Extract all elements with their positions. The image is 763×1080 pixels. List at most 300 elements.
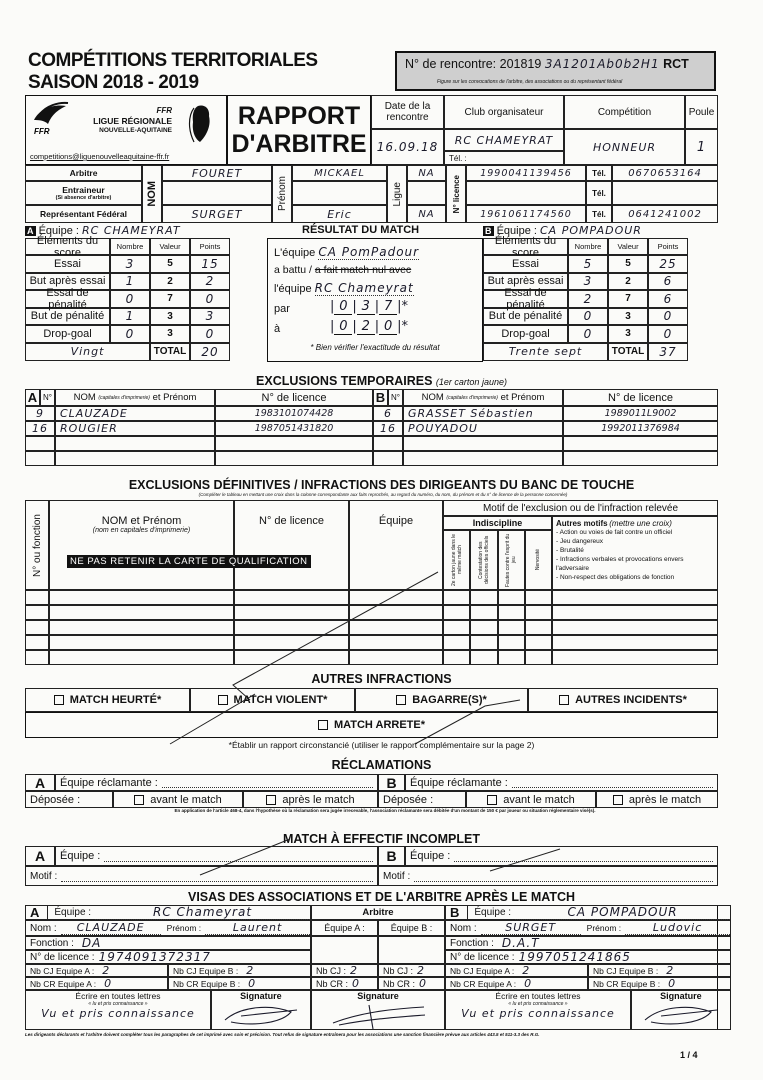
team_a-row-valeur: 2 [150, 273, 190, 291]
team_a-header-valeur: Valeur [150, 238, 190, 255]
col-licence-header: N° de licence [234, 500, 349, 590]
ligue-label [387, 165, 407, 223]
visa-signature-label: Signature [660, 991, 702, 1001]
def-exclusion-cell[interactable] [470, 620, 497, 635]
visa-cj_a-value[interactable]: 2 [522, 964, 531, 977]
club-value[interactable]: RC CHAMEYRAT [444, 129, 564, 151]
signature-scribble [221, 1002, 301, 1028]
motif-title: Motif de l'exclusion ou de l'infraction relevée [443, 500, 718, 516]
team_a-row-points[interactable]: 3 [190, 308, 230, 326]
temp-team_b-licence-header: N° de licence [563, 389, 718, 406]
a-digit-2: 2 [357, 319, 375, 335]
def-exclusion-cell[interactable] [525, 605, 552, 620]
a-label: à [274, 323, 281, 335]
visa-letter: A [30, 905, 48, 920]
visa-cr_a [445, 977, 588, 990]
name-h: NOM [73, 392, 96, 403]
def-exclusions-title: EXCLUSIONS DÉFINITIVES / INFRACTIONS DES DIRIGEANTS DU BANC DE TOUCHE [128, 478, 635, 492]
representant-prenom[interactable]: Eric [292, 205, 387, 223]
team_a-row-points[interactable]: 15 [190, 255, 230, 273]
title-line-2: SAISON 2018 - 2019 [28, 72, 199, 93]
infraction-label: BAGARRE(S)* [412, 694, 487, 706]
temp-row-licence[interactable]: 1989011L9002 [563, 406, 718, 421]
visa-fonction-value[interactable]: DA [81, 936, 102, 950]
temp-row-licence[interactable] [563, 436, 718, 451]
team_a-row-element: Essai [25, 255, 110, 273]
def-exclusion-cell[interactable] [49, 620, 234, 635]
temp-exclusions-title [0, 374, 763, 388]
incomplete-title: MATCH À EFFECTIF INCOMPLET [283, 832, 480, 846]
temp-row-num[interactable] [25, 436, 55, 451]
referee-signature-scribble [329, 1003, 429, 1029]
def-exclusion-cell[interactable] [552, 635, 718, 650]
report-title [228, 102, 370, 158]
club-tel-label: Tél. : [444, 151, 564, 165]
claim-team-field[interactable] [55, 774, 378, 791]
def-exclusion-cell[interactable] [525, 590, 552, 605]
indiscipline-col-text: Fautes contre l'esprit du jeu [505, 533, 518, 587]
visa-ref-blank [378, 936, 445, 964]
visa-referee-title: Arbitre [311, 905, 445, 920]
def-exclusion-cell[interactable] [25, 590, 49, 605]
checkbox-icon[interactable] [134, 795, 144, 805]
def-exclusion-cell[interactable] [49, 650, 234, 665]
team_a-row-element: But après essai [25, 273, 110, 291]
visa-ref-signature-label: Signature [357, 991, 399, 1001]
team_b-total-label: TOTAL [608, 343, 648, 361]
visa-cr_b-label: Nb CR Equipe B : [593, 978, 661, 989]
entraineur-nom[interactable] [162, 181, 272, 205]
team_b-row-nombre[interactable]: 5 [568, 255, 608, 273]
temp-row-num[interactable]: 9 [25, 406, 55, 421]
temp-team_a-letter: A [25, 389, 40, 406]
visa-team-value[interactable]: CA POMPADOUR [515, 905, 730, 920]
claim-team-field[interactable] [405, 774, 718, 791]
autres-motif-item: - Jeu dangereux [556, 538, 603, 545]
role-representant: Représentant Fédéral [25, 205, 142, 223]
visa-prenom-value[interactable]: Ludovic [625, 921, 730, 935]
checkbox-icon[interactable] [266, 795, 276, 805]
def-exclusion-cell[interactable] [470, 635, 497, 650]
visa-words-cell [445, 990, 631, 1030]
col-name-note: (nom en capitales d'imprimerie) [92, 527, 191, 534]
team_b-row-nombre[interactable]: 0 [568, 325, 608, 343]
team_a-total-label: TOTAL [150, 343, 190, 361]
signature-scribble [641, 1002, 721, 1028]
claim-after-label: après le match [628, 793, 702, 806]
team-b-name[interactable]: CA POMPADOUR [540, 224, 642, 237]
def-exclusion-cell[interactable] [552, 620, 718, 635]
temp-row-name[interactable] [55, 436, 215, 451]
def-exclusion-cell[interactable] [498, 605, 525, 620]
claim-team-input[interactable] [162, 777, 373, 788]
team_a-header-points: Points [190, 238, 230, 255]
temp-exclusions-subtitle: (1er carton jaune) [435, 377, 507, 387]
team-b-letter: B [485, 226, 492, 236]
incomplete-letter_a: A [25, 846, 55, 866]
form-title [28, 50, 318, 94]
visa-words-cell [25, 990, 211, 1030]
claim-before-option[interactable] [113, 791, 243, 808]
visa-ref-cj-b [378, 964, 445, 977]
team-a-name[interactable]: RC CHAMEYRAT [82, 224, 181, 237]
winner-value[interactable]: CA PomPadour [318, 245, 420, 259]
def-exclusion-cell[interactable] [525, 650, 552, 665]
autres-motif-item: - Action ou voies de fait contre un officiel [556, 529, 673, 536]
league-region: NOUVELLE-AQUITAINE [99, 127, 172, 134]
team_a-row-points[interactable]: 0 [190, 325, 230, 343]
visa-cr_a-label: Nb CR Equipe A : [450, 978, 517, 989]
visa-nom-value[interactable]: SURGET [481, 921, 581, 935]
def-exclusion-cell[interactable] [552, 590, 718, 605]
ligue-label-text: Ligue [391, 181, 403, 207]
team_b-row-valeur: 5 [608, 255, 648, 273]
a-digit-3: 0 [379, 319, 397, 335]
visa-words-note: « lu et pris connaissance » [508, 1001, 568, 1007]
team_b-row-nombre[interactable]: 2 [568, 290, 608, 308]
col-num-text: N° ou fonction [31, 513, 43, 577]
other-infractions-title: AUTRES INFRACTIONS [311, 672, 452, 686]
team_a-row-points[interactable]: 2 [190, 273, 230, 291]
representant-ligue[interactable]: NA [407, 205, 446, 223]
loser-value[interactable]: RC Chameyrat [314, 281, 414, 295]
match-number-value: 3A1201Ab0b2H1 [544, 57, 660, 71]
visa-cj_a-value[interactable]: 2 [102, 964, 111, 977]
draw-label: a fait match nul avec [314, 264, 412, 276]
beat-line [274, 264, 411, 276]
team_a-row-nombre[interactable]: 0 [110, 290, 150, 308]
team_a-total[interactable]: 20 [190, 343, 230, 361]
visa-cr_b-value[interactable]: 0 [248, 977, 257, 990]
temp-team_a-name-header [55, 389, 215, 406]
indiscipline-col-header [525, 530, 552, 590]
claim-deposited-label: Déposée : [378, 791, 466, 808]
visa-words-label: Écrire en toutes lettres [495, 991, 581, 1001]
visa-nom-value[interactable]: CLAUZADE [61, 921, 161, 935]
visa-licence-row [445, 950, 731, 964]
def-exclusion-cell[interactable] [525, 620, 552, 635]
visa-words-label: Écrire en toutes lettres [75, 991, 161, 1001]
visa-team-label: Équipe : [54, 907, 92, 918]
team_a-row-nombre[interactable]: 3 [110, 255, 150, 273]
temp-team_b-name-header [403, 389, 563, 406]
claim-deposited-label: Déposée : [25, 791, 113, 808]
team_a-total-words[interactable]: Vingt [25, 343, 150, 361]
autres-note: (mettre une croix) [609, 519, 672, 528]
arbitre-licence[interactable]: 1990041139456 [466, 165, 586, 181]
indiscipline-col-text: 2e carton jaune dans le même match [450, 534, 463, 586]
team_b-row-nombre[interactable]: 3 [568, 273, 608, 291]
team_b-row-points[interactable]: 0 [648, 325, 688, 343]
visa-fonction-row [445, 936, 731, 950]
def-exclusion-cell[interactable] [498, 590, 525, 605]
autres-motif-item: - Infractions verbales et provocations envers l'adversaire [556, 556, 684, 572]
visa-ref-cr-a [311, 977, 378, 990]
team_b-row-valeur: 2 [608, 273, 648, 291]
league-email[interactable]: competitions@liguenouvelleaquitaine-ffr.fr [30, 152, 170, 161]
def-exclusion-cell[interactable] [49, 590, 234, 605]
visa-fonction-value[interactable]: D.A.T [501, 936, 540, 950]
visa-words-value[interactable]: Vu et pris connaissance [461, 1007, 615, 1020]
col-num-header [25, 500, 49, 590]
par-label: par [274, 303, 290, 315]
temp-row-num[interactable] [373, 436, 403, 451]
entraineur-tel[interactable] [612, 181, 718, 205]
role-arbitre: Arbitre [25, 165, 142, 181]
visa-nom-label: Nom : [450, 922, 477, 934]
representant-tel-label: Tél. [586, 205, 612, 223]
visa-cj_a-label: Nb CJ Equipe A : [450, 965, 515, 976]
loser-prefix: l'équipe [274, 283, 312, 295]
entraineur-ligue[interactable] [407, 181, 446, 205]
representant-nom[interactable]: SURGET [162, 205, 272, 223]
team_b-row-points[interactable]: 25 [648, 255, 688, 273]
def-exclusion-cell[interactable] [470, 650, 497, 665]
team_a-row-element: Essai de pénalité [25, 290, 110, 308]
visa-ref-cj-value[interactable]: 2 [417, 964, 426, 977]
visa-team-label: Équipe : [474, 907, 512, 918]
def-exclusion-cell[interactable] [552, 605, 718, 620]
visa-cj_b [168, 964, 311, 977]
team_a-row-points[interactable]: 0 [190, 290, 230, 308]
temp-row-licence[interactable] [215, 451, 373, 466]
temp-team_b-letter: B [373, 389, 388, 406]
team_b-row-points[interactable]: 6 [648, 273, 688, 291]
match-number-suffix: RCT [663, 57, 689, 71]
temp-row-name[interactable] [55, 451, 215, 466]
nom-label [142, 165, 162, 223]
arbitre-prenom[interactable]: MICKAEL [292, 165, 387, 181]
team_b-row-points[interactable]: 6 [648, 290, 688, 308]
visa-nom-label: Nom : [30, 922, 57, 934]
visa-ref-cr-value[interactable]: 0 [352, 977, 361, 990]
temp-row-licence[interactable]: 1992011376984 [563, 421, 718, 436]
incomplete-team-label: Équipe : [410, 850, 451, 862]
temp-row-licence[interactable]: 1983101074428 [215, 406, 373, 421]
team_b-total[interactable]: 37 [648, 343, 688, 361]
visa-cr_a-value[interactable]: 0 [104, 977, 113, 990]
visa-cr_a [25, 977, 168, 990]
indiscipline-col-header [498, 530, 525, 590]
visa-cj_a-label: Nb CJ Equipe A : [30, 965, 95, 976]
team_b-header-element: Éléments du score [483, 238, 568, 255]
visa-cj_b-label: Nb CJ Equipe B : [593, 965, 659, 976]
autres-title: Autres motifs [556, 519, 608, 528]
temp-row-name[interactable] [403, 436, 563, 451]
temp-row-num[interactable] [373, 451, 403, 466]
match-number-box [395, 51, 716, 91]
def-exclusion-cell[interactable] [525, 635, 552, 650]
indiscipline-col-text: Contestation des décisions des officiels [477, 535, 490, 585]
claims-title: RÉCLAMATIONS [331, 758, 432, 772]
def-exclusion-cell[interactable] [25, 635, 49, 650]
def-exclusion-cell[interactable] [498, 635, 525, 650]
temp-row-licence[interactable] [563, 451, 718, 466]
col-name-header [49, 500, 234, 590]
winner-prefix: L'équipe [274, 247, 316, 259]
team_b-row-element: Essai [483, 255, 568, 273]
temp-team_a-num-header: N° [40, 389, 55, 406]
def-exclusion-cell[interactable] [470, 605, 497, 620]
incomplete-letter_b: B [378, 846, 405, 866]
name-h: NOM [421, 392, 444, 403]
temp-row-name[interactable]: ROUGIER [55, 421, 215, 436]
ffr-rooster-icon [30, 100, 70, 136]
match-stopped-label: MATCH ARRETE* [333, 719, 426, 731]
visa-letter: B [450, 905, 468, 920]
date-value[interactable]: 16.09.18 [371, 129, 444, 165]
visa-words-value[interactable]: Vu et pris connaissance [41, 1007, 195, 1020]
temp-row-num[interactable]: 16 [373, 421, 403, 436]
par-digit-2: 3 [357, 299, 375, 315]
def-exclusion-cell[interactable] [498, 620, 525, 635]
def-exclusion-cell[interactable] [25, 605, 49, 620]
team_a-row-nombre[interactable]: 1 [110, 273, 150, 291]
temp-row-licence[interactable]: 1987051431820 [215, 421, 373, 436]
temp-row-licence[interactable] [215, 436, 373, 451]
autres-motif-item: - Non-respect des obligations de fonction [556, 574, 675, 581]
col-name-text: NOM et Prénom [101, 515, 182, 527]
team_b-row-points[interactable]: 0 [648, 308, 688, 326]
visa-prenom-value[interactable]: Laurent [205, 921, 310, 935]
incomplete-motif-label: Motif : [30, 870, 58, 882]
licence-label-text: N° licence [451, 174, 461, 214]
entraineur-tel-label: Tél. [586, 181, 612, 205]
report-title-line-2: D'ARBITRE [231, 130, 367, 158]
claim-after-option[interactable] [596, 791, 718, 808]
visa-cj_a [445, 964, 588, 977]
visas-footer-note: Les dirigeants déclarants et l'arbitre doivent compléter tous les paragraphes de cet imprimé avec soin et précision. Tout refus de signature entraînera pour les associations une sanction financière prévue aux articles 443.5 et 511-3.3 des R.G. [25, 1032, 540, 1037]
temp-row-name[interactable]: POUYADOU [403, 421, 563, 436]
crossout-stroke-3 [140, 835, 590, 885]
checkbox-icon[interactable] [54, 695, 64, 705]
name-h-note: (capitales d'imprimerie) [98, 394, 150, 401]
visa-licence-row [25, 950, 311, 964]
licence-label [446, 165, 466, 223]
poule-value[interactable]: 1 [685, 129, 718, 165]
result-box [267, 238, 483, 362]
team_a-row-nombre[interactable]: 1 [110, 308, 150, 326]
visa-name-row [445, 920, 731, 936]
visa-cr_a-value[interactable]: 0 [524, 977, 533, 990]
prenom-label-text: Prénom [276, 176, 288, 212]
def-exclusion-cell[interactable] [25, 620, 49, 635]
visa-name-row [25, 920, 311, 936]
visa-cj_b-value[interactable]: 2 [666, 964, 675, 977]
visa-cj_b-value[interactable]: 2 [246, 964, 255, 977]
visa-ref-cj-value[interactable]: 2 [350, 964, 359, 977]
result-note: * Bien vérifier l'exactitude du résultat [310, 343, 440, 352]
indiscipline-label: Indiscipline [443, 516, 552, 530]
temp-row-name[interactable] [403, 451, 563, 466]
visa-words-note: « lu et pris connaissance » [88, 1001, 148, 1007]
team_b-header-valeur: Valeur [608, 238, 648, 255]
name-h-suffix: et Prénom [152, 392, 197, 403]
competition-value[interactable]: HONNEUR [564, 129, 685, 165]
par-score[interactable]: | 0 | 3 | 7 |* [330, 299, 409, 314]
representant-licence[interactable]: 1961061174560 [466, 205, 586, 223]
team_a-row-nombre[interactable]: 0 [110, 325, 150, 343]
date-label: Date de la rencontre [371, 95, 444, 129]
arbitre-nom[interactable]: FOURET [162, 165, 272, 181]
team_a-row-element: Drop-goal [25, 325, 110, 343]
def-exclusion-cell[interactable] [25, 650, 49, 665]
visa-cr_b-value[interactable]: 0 [668, 977, 677, 990]
beat-label: a battu / [274, 264, 312, 276]
team_a-row-valeur: 7 [150, 290, 190, 308]
arbitre-ligue[interactable]: NA [407, 165, 446, 181]
a-score[interactable]: | 0 | 2 | 0 |* [330, 319, 409, 334]
def-exclusion-cell[interactable] [552, 650, 718, 665]
league-logo-block [25, 95, 227, 165]
temp-row-num[interactable] [25, 451, 55, 466]
temp-row-name[interactable]: CLAUZADE [55, 406, 215, 421]
visa-cr_a-label: Nb CR Equipe A : [30, 978, 97, 989]
visa-licence-label: N° de licence : [30, 951, 95, 963]
visa-ref-team-a: Équipe A : [311, 920, 378, 936]
claims-letter_a: A [25, 774, 55, 791]
warning-banner: NE PAS RETENIR LA CARTE DE QUALIFICATION [67, 555, 311, 568]
visa-team-value[interactable]: RC Chameyrat [95, 905, 310, 920]
def-exclusion-cell[interactable] [49, 635, 234, 650]
visa-prenom-label: Prénom : [166, 923, 202, 933]
name-h-note: (capitales d'imprimerie) [446, 394, 498, 401]
checkbox-icon[interactable] [613, 795, 623, 805]
entraineur-prenom[interactable] [292, 181, 387, 205]
visa-ref-cr-value[interactable]: 0 [419, 977, 428, 990]
autres-motif-item: - Brutalité [556, 547, 584, 554]
temp-row-num[interactable]: 6 [373, 406, 403, 421]
representant-tel[interactable]: 0641241002 [612, 205, 718, 223]
team_b-header-points: Points [648, 238, 688, 255]
league-name: LIGUE RÉGIONALE [93, 116, 172, 126]
infraction-label: AUTRES INCIDENTS* [575, 694, 687, 706]
team_a-row-valeur: 3 [150, 325, 190, 343]
claim-team-input[interactable] [512, 777, 713, 788]
visa-team-row [445, 905, 731, 920]
temp-row-num[interactable]: 16 [25, 421, 55, 436]
visa-licence-value[interactable]: 1974091372317 [98, 950, 211, 964]
def-exclusion-cell[interactable] [470, 590, 497, 605]
team_b-total-words[interactable]: Trente sept [483, 343, 608, 361]
visa-signature-label: Signature [240, 991, 282, 1001]
visa-cj_b-label: Nb CJ Equipe B : [173, 965, 239, 976]
report-title-box [227, 95, 371, 165]
claim-after-option[interactable] [243, 791, 378, 808]
team_b-row-element: But de pénalité [483, 308, 568, 326]
checkbox-icon[interactable] [487, 795, 497, 805]
arbitre-tel[interactable]: 0670653164 [612, 165, 718, 181]
temp-row-name[interactable]: GRASSET Sébastien [403, 406, 563, 421]
svg-text:FFR: FFR [34, 127, 50, 136]
visa-licence-value[interactable]: 1997051241865 [518, 950, 631, 964]
claim-after-label: après le match [282, 793, 355, 806]
def-exclusion-cell[interactable] [498, 650, 525, 665]
temp-exclusions-title-text: EXCLUSIONS TEMPORAIRES [256, 374, 433, 388]
temp-team_a-licence-header: N° de licence [215, 389, 373, 406]
team_b-row-nombre[interactable]: 0 [568, 308, 608, 326]
def-exclusion-cell[interactable] [49, 605, 234, 620]
infraction-label: MATCH HEURTÉ* [69, 694, 162, 706]
match-number-note: Figure sur les convocations de l'arbitre, des associations ou du représentant fédéral [437, 79, 623, 85]
visa-cr_b-label: Nb CR Equipe B : [173, 978, 241, 989]
entraineur-licence[interactable] [466, 181, 586, 205]
visas-title: VISAS DES ASSOCIATIONS ET DE L'ARBITRE APRÈS LE MATCH [187, 890, 576, 904]
team_b-row-element: Drop-goal [483, 325, 568, 343]
claim-before-option[interactable] [466, 791, 596, 808]
par-digit-3: 7 [379, 299, 397, 315]
visa-fonction-label: Fonction : [30, 937, 74, 949]
